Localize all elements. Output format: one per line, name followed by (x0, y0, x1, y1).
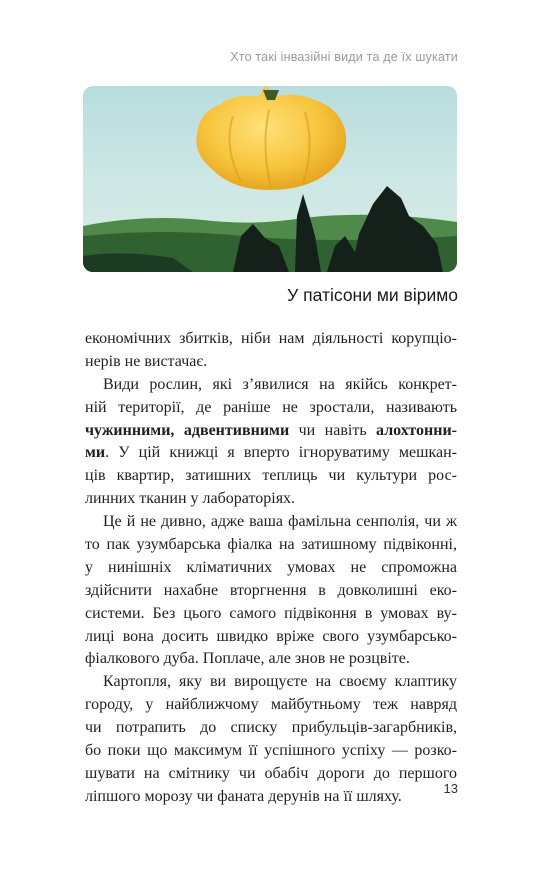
text-line (85, 763, 457, 786)
text-run: . У цій книжці я вперто ігноруватиму мешкан- (105, 444, 457, 462)
bold-term: чужинними, адвентивними (85, 421, 290, 439)
text-line (85, 488, 457, 511)
text-line (85, 442, 457, 465)
text-run: нерів не вистачає. (85, 352, 208, 370)
text-line (85, 648, 457, 671)
text-run: здійснити нахабне вторгнення в довколишні еко- (85, 581, 457, 599)
text-run: у нинішніх кліматичних умовах не спроможна (85, 558, 457, 576)
page-number: 13 (443, 781, 458, 796)
text-run: шувати на смітнику чи обабіч дороги до першого (85, 764, 457, 782)
text-line (85, 671, 457, 694)
text-line (85, 420, 457, 443)
text-line (85, 740, 457, 763)
text-line (85, 534, 457, 557)
text-run: лиці вона досить швидко вріже свого узумбарсько- (85, 627, 457, 645)
text-line (85, 397, 457, 420)
image-caption: У патісони ми віримо (287, 285, 458, 305)
text-run: фіалкового дуба. Поплаче, але знов не розцвіте. (85, 650, 410, 668)
text-run: линних тканин у лабораторіях. (85, 490, 296, 508)
text-line (85, 717, 457, 740)
text-run: економічних збитків, ніби нам діяльності корупціо- (85, 330, 457, 347)
body-text (85, 328, 457, 809)
text-run: ліпшого морозу чи фаната дерунів на її шляху. (85, 787, 402, 805)
text-line (85, 465, 457, 488)
text-run: ній території, де раніше не зростали, називають (85, 398, 457, 416)
illustration-pattypan-squash (83, 86, 457, 272)
text-run: то пак узумбарська фіалка на затишному підвіконні, (85, 536, 457, 554)
text-run: чи потрапить до списку прибульців-загарбників, (85, 719, 457, 737)
text-line (85, 511, 457, 534)
bold-term: алохтонни- (376, 421, 457, 439)
text-run: городу, у найближчому майбутньому теж навряд (85, 696, 457, 714)
text-line (85, 580, 457, 603)
text-line (85, 786, 457, 809)
text-run: системи. Без цього самого підвіконня в умовах ву- (85, 604, 457, 622)
text-run: ців квартир, затишних теплиць чи культури рос- (85, 467, 457, 485)
running-head: Хто такі інвазійні види та де їх шукати (230, 50, 458, 64)
text-line (85, 557, 457, 580)
text-line (85, 603, 457, 626)
text-line (85, 374, 457, 397)
text-run: Картопля, яку ви вирощуєте на своєму клаптику (103, 673, 457, 691)
text-run: бо поки що максимум її успішного успіху — розко- (85, 742, 457, 760)
text-run: чи навіть (289, 421, 377, 439)
text-run: Види рослин, які з’явилися на якійсь конкрет- (103, 375, 457, 393)
text-line (85, 328, 457, 351)
text-line (85, 694, 457, 717)
bold-term: ми (85, 444, 106, 462)
text-line (85, 626, 457, 649)
illustration-svg (83, 86, 457, 272)
text-run: Це й не дивно, адже ваша фамільна сенполія, чи ж (103, 513, 457, 531)
text-line (85, 351, 457, 374)
